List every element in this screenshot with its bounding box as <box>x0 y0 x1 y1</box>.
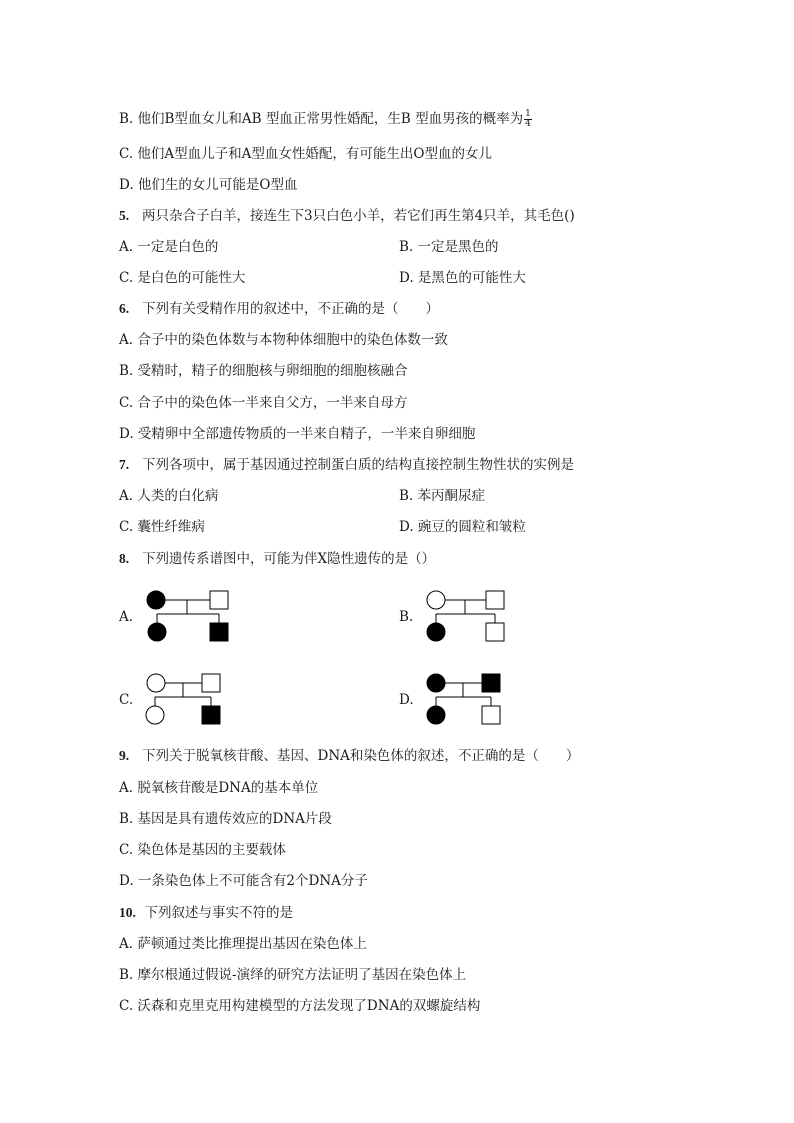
q10-option-a: A. 萨顿通过类比推理提出基因在染色体上 <box>119 936 367 952</box>
mother-circle <box>427 591 445 609</box>
q7-stem: 7. 下列各项中，属于基因通过控制蛋白质的结构直接控制生物性状的实例是 <box>119 457 574 473</box>
q7-option-c: C. 囊性纤维病 <box>119 519 205 535</box>
question-number: 7. <box>119 457 130 472</box>
father-square <box>486 591 504 609</box>
question-number: 6. <box>119 301 130 316</box>
pedigree-c <box>144 670 234 730</box>
son-square <box>486 623 504 641</box>
q4-option-d: D. 他们生的女儿可能是O型血 <box>119 177 298 193</box>
q4-option-c: C. 他们A型血儿子和A型血女性婚配，有可能生出O型血的女儿 <box>119 146 492 162</box>
question-number: 9. <box>119 748 130 763</box>
q9-option-d: D. 一条染色体上不可能含有2个DNA分子 <box>119 873 368 889</box>
question-number: 10. <box>119 905 136 920</box>
question-number: 8. <box>119 551 130 566</box>
q7-option-d: D. 豌豆的圆粒和皱粒 <box>399 519 526 535</box>
q9-stem: 9. 下列关于脱氧核苷酸、基因、DNA和染色体的叙述，不正确的是（ ） <box>119 748 580 764</box>
q5-option-a: A. 一定是白色的 <box>119 239 219 255</box>
father-square <box>202 674 220 692</box>
q10-option-b: B. 摩尔根通过假说-演绎的研究方法证明了基因在染色体上 <box>119 967 467 983</box>
fraction-one-quarter: $\frac{1}{4}$ <box>525 109 531 129</box>
q7-option-a: A. 人类的白化病 <box>119 488 219 504</box>
mother-circle <box>427 674 445 692</box>
mother-circle <box>147 674 165 692</box>
q6-option-a: A. 合子中的染色体数与本物种体细胞中的染色体数一致 <box>119 332 448 348</box>
father-square <box>210 591 228 609</box>
q6-option-d: D. 受精卵中全部遗传物质的一半来自精子，一半来自卵细胞 <box>119 426 476 442</box>
q5-option-c: C. 是白色的可能性大 <box>119 270 246 286</box>
son-square <box>210 623 228 641</box>
q6-option-b: B. 受精时，精子的细胞核与卵细胞的细胞核融合 <box>119 363 408 379</box>
pedigree-d-label: D. <box>399 692 414 708</box>
q4-option-b: B. 他们B型血女儿和AB 型血正常男性婚配，生B 型血男孩的概率为 $\frac{1}{4}$ <box>119 109 531 129</box>
q6-option-c: C. 合子中的染色体一半来自父方，一半来自母方 <box>119 395 408 411</box>
pedigree-a-label: A. <box>119 609 134 625</box>
question-number: 5. <box>119 208 130 223</box>
q5-option-d: D. 是黑色的可能性大 <box>399 270 526 286</box>
q5-stem: 5. 两只杂合子白羊，接连生下3只白色小羊，若它们再生第4只羊，其毛色() <box>119 208 575 224</box>
q10-option-c: C. 沃森和克里克用构建模型的方法发现了DNA的双螺旋结构 <box>119 998 481 1014</box>
q5-option-b: B. 一定是黑色的 <box>399 239 499 255</box>
q7-option-b: B. 苯丙酮尿症 <box>399 488 486 504</box>
q9-option-a: A. 脱氧核苷酸是DNA的基本单位 <box>119 780 319 796</box>
daughter-circle <box>427 623 445 641</box>
pedigree-b-label: B. <box>399 609 414 625</box>
son-square <box>202 706 220 724</box>
daughter-circle <box>148 623 166 641</box>
pedigree-b <box>424 587 514 647</box>
q9-option-c: C. 染色体是基因的主要载体 <box>119 842 286 858</box>
pedigree-a <box>144 587 234 647</box>
pedigree-d <box>424 670 514 730</box>
q8-stem: 8. 下列遗传系谱图中，可能为伴X隐性遗传的是（） <box>119 551 436 567</box>
q10-stem: 10. 下列叙述与事实不符的是 <box>119 905 293 921</box>
q9-option-b: B. 基因是具有遗传效应的DNA片段 <box>119 811 332 827</box>
mother-circle <box>147 591 165 609</box>
daughter-circle <box>427 706 445 724</box>
q6-stem: 6. 下列有关受精作用的叙述中，不正确的是（ ） <box>119 301 439 317</box>
daughter-circle <box>146 706 164 724</box>
pedigree-c-label: C. <box>119 692 134 708</box>
son-square <box>482 706 500 724</box>
father-square <box>482 674 500 692</box>
